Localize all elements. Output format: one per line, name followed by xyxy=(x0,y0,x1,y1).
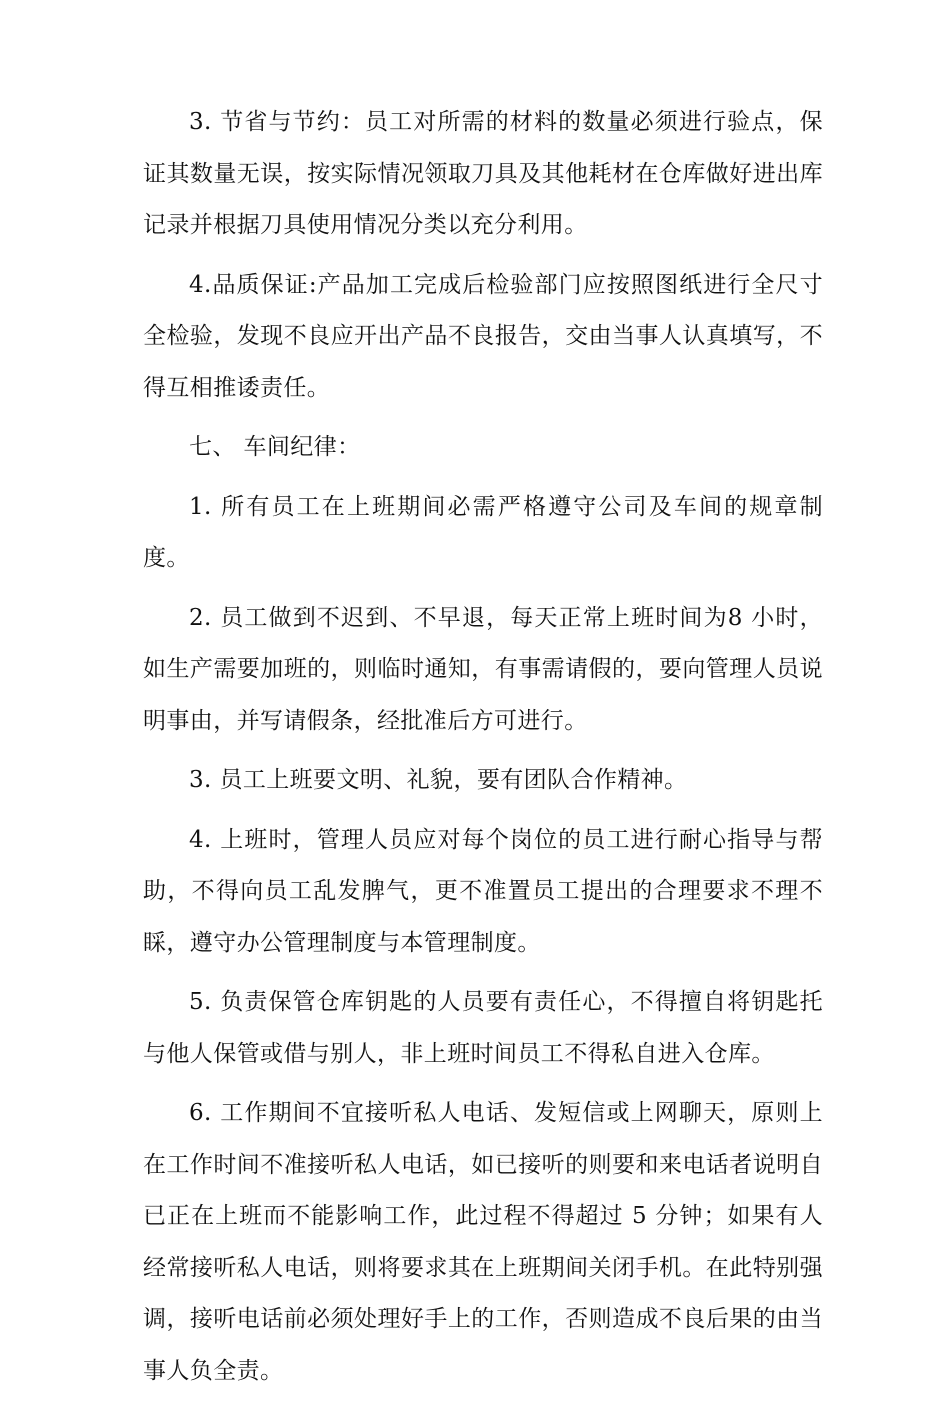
paragraph-discipline-3: 3. 员工上班要文明、礼貌，要有团队合作精神。 xyxy=(189,767,688,793)
paragraph-discipline-1: 1. 所有员工在上班期间必需严格遵守公司及车间的规章制度。 xyxy=(143,493,823,571)
paragraph-discipline-4: 4. 上班时，管理人员应对每个岗位的员工进行耐心指导与帮助，不得向员工乱发脾气，更不准置员工提出的合理要求不理不睬，遵守办公管理制度与本管理制度。 xyxy=(143,826,823,956)
paragraph-discipline-6: 6. 工作期间不宜接听私人电话、发短信或上网聊天，原则上在工作时间不准接听私人电话，如已接听的则要和来电话者说明自已正在上班而不能影响工作，此过程不得超过 5 分钟；如果有人经常接听私人电话，则将要求其在上班期间关闭手机。在此特别强调，接听电话前必须处理好手上的工作，否则造成不良后果的由当事人负全责。 xyxy=(143,1100,823,1384)
paragraph-quality-assurance: 4.品质保证:产品加工完成后检验部门应按照图纸进行全尺寸全检验，发现不良应开出产品不良报告，交由当事人认真填写，不得互相推诿责任。 xyxy=(143,271,823,401)
paragraph-conservation: 3. 节省与节约：员工对所需的材料的数量必须进行验点，保证其数量无误，按实际情况领取刀具及其他耗材在仓库做好进出库记录并根据刀具使用情况分类以充分利用。 xyxy=(143,109,823,238)
paragraph-discipline-5: 5. 负责保管仓库钥匙的人员要有责任心，不得擅自将钥匙托与他人保管或借与别人，非上班时间员工不得私自进入仓库。 xyxy=(143,989,823,1067)
document-body xyxy=(143,97,823,1405)
paragraph-discipline-2: 2. 员工做到不迟到、不早退，每天正常上班时间为8 小时，如生产需要加班的，则临时通知，有事需请假的，要向管理人员说明事由，并写请假条，经批准后方可进行。 xyxy=(143,604,823,734)
section-heading-workshop-discipline: 七、 车间纪律： xyxy=(189,434,361,460)
